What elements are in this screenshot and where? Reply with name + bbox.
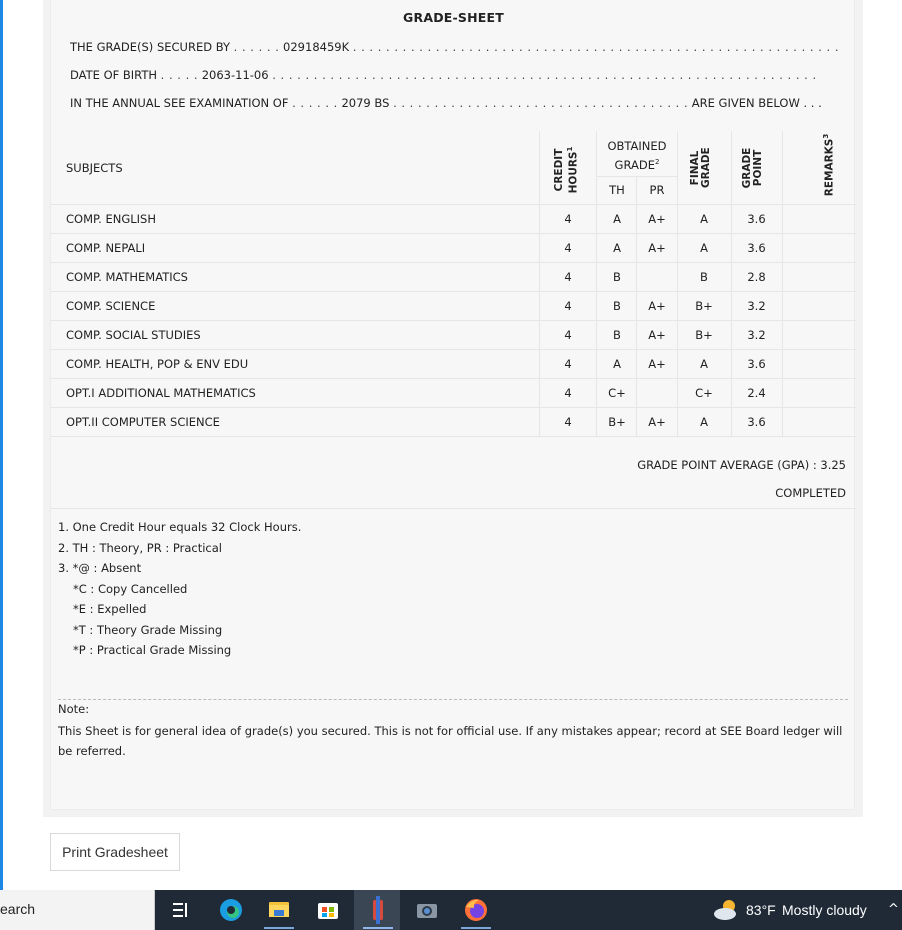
header-subjects: SUBJECTS bbox=[66, 161, 123, 175]
taskbar-search[interactable] bbox=[0, 890, 155, 930]
credit-hours-cell: 4 bbox=[564, 328, 572, 342]
theory-grade-cell: C+ bbox=[608, 386, 626, 400]
theory-grade-cell: B+ bbox=[608, 415, 626, 429]
weather-temp: 83°F bbox=[746, 902, 776, 918]
credit-hours-cell: 4 bbox=[564, 386, 572, 400]
theory-grade-cell: A bbox=[613, 212, 621, 226]
credit-hours-cell: 4 bbox=[564, 212, 572, 226]
legend-notes bbox=[58, 517, 301, 661]
subject-cell: COMP. HEALTH, POP & ENV EDU bbox=[66, 357, 249, 371]
practical-grade-cell: A+ bbox=[648, 212, 666, 226]
dob-line: DATE OF BIRTH . . . . . 2063-11-06 . . . . . . . . . . . . . . . . . . . . . . . . . . . . . . . . . . . . . . . . . . . . . . . . . . . . . . . . . . . . . . . . . . bbox=[70, 68, 817, 82]
theory-grade-cell: B bbox=[613, 270, 621, 284]
final-grade-cell: B+ bbox=[695, 328, 713, 342]
table-row bbox=[51, 205, 856, 234]
final-grade-cell: C+ bbox=[695, 386, 713, 400]
grade-point-cell: 3.6 bbox=[747, 357, 766, 371]
edge-browser-icon[interactable] bbox=[207, 890, 253, 930]
header-obtained-grade: OBTAINED GRADE$^2$ bbox=[607, 139, 667, 172]
table-row bbox=[51, 321, 856, 350]
credit-hours-cell: 4 bbox=[564, 299, 572, 313]
practical-grade-cell: A+ bbox=[648, 415, 666, 429]
note-text: This Sheet is for general idea of grade(s) you secured. This is not for official use. If any mistakes appear; record at SEE Board ledger will be referred. bbox=[58, 724, 843, 758]
table-header bbox=[51, 131, 856, 205]
subject-cell: COMP. SOCIAL STUDIES bbox=[66, 328, 201, 342]
note-line: *T : Theory Grade Missing bbox=[73, 622, 223, 637]
final-grade-cell: A bbox=[700, 241, 708, 255]
subject-cell: OPT.II COMPUTER SCIENCE bbox=[66, 415, 220, 429]
credit-hours-cell: 4 bbox=[564, 415, 572, 429]
grade-point-cell: 2.8 bbox=[747, 270, 766, 284]
table-row bbox=[51, 350, 856, 379]
subject-cell: COMP. ENGLISH bbox=[66, 212, 156, 226]
date-of-birth: 2063-11-06 bbox=[201, 68, 269, 82]
theory-grade-cell: B bbox=[613, 299, 621, 313]
header-credit-hours: CREDIT HOURS$^1$ bbox=[553, 146, 580, 194]
note-line: *P : Practical Grade Missing bbox=[73, 643, 232, 657]
print-gradesheet-button[interactable]: Print Gradesheet bbox=[50, 833, 180, 871]
cloudy-weather-icon bbox=[712, 897, 740, 923]
subject-cell: COMP. MATHEMATICS bbox=[66, 270, 188, 284]
task-view-icon[interactable] bbox=[157, 890, 203, 930]
taskbar bbox=[0, 890, 902, 930]
note-line: *C : Copy Cancelled bbox=[73, 581, 188, 596]
subject-cell: COMP. NEPALI bbox=[66, 241, 146, 255]
header-pr: PR bbox=[649, 183, 665, 197]
practical-grade-cell: A+ bbox=[648, 328, 666, 342]
firefox-icon[interactable] bbox=[453, 890, 499, 930]
grade-point-cell: 3.6 bbox=[747, 212, 766, 226]
grade-sheet-panel bbox=[50, 0, 855, 810]
file-explorer-icon[interactable] bbox=[256, 890, 302, 930]
grade-point-cell: 3.6 bbox=[747, 241, 766, 255]
camera-icon[interactable] bbox=[404, 890, 450, 930]
grade-point-cell: 3.6 bbox=[747, 415, 766, 429]
practical-grade-cell: A+ bbox=[648, 241, 666, 255]
theory-grade-cell: A bbox=[613, 357, 621, 371]
grade-point-cell: 2.4 bbox=[747, 386, 766, 400]
search-text: earch bbox=[0, 901, 36, 917]
exam-year: 2079 BS bbox=[341, 96, 390, 110]
final-grade-cell: A bbox=[700, 415, 708, 429]
credit-hours-cell: 4 bbox=[564, 270, 572, 284]
table-row bbox=[51, 408, 856, 437]
practical-grade-cell: A+ bbox=[648, 357, 666, 371]
grade-point-cell: 3.2 bbox=[747, 299, 766, 313]
divider bbox=[58, 699, 848, 700]
final-grade-cell: B+ bbox=[695, 299, 713, 313]
table-row bbox=[51, 379, 856, 408]
note-heading: Note: bbox=[58, 702, 90, 716]
header-grade-point: GRADE POINT bbox=[741, 147, 764, 189]
note-line: 1. One Credit Hour equals 32 Clock Hours. bbox=[58, 520, 302, 534]
practical-grade-cell: A+ bbox=[648, 299, 666, 313]
credit-hours-cell: 4 bbox=[564, 357, 572, 371]
table-row bbox=[51, 292, 856, 321]
note-line: *E : Expelled bbox=[73, 602, 147, 616]
grade-point-cell: 3.2 bbox=[747, 328, 766, 342]
table-row bbox=[51, 263, 856, 292]
result-status: COMPLETED bbox=[775, 486, 846, 500]
note-line: 2. TH : Theory, PR : Practical bbox=[58, 540, 222, 555]
symbol-number: 02918459K bbox=[283, 40, 350, 54]
chevron-up-icon[interactable]: ^ bbox=[888, 902, 899, 917]
store-icon[interactable] bbox=[305, 890, 351, 930]
theory-grade-cell: A bbox=[613, 241, 621, 255]
credit-hours-cell: 4 bbox=[564, 241, 572, 255]
exam-line: IN THE ANNUAL SEE EXAMINATION OF . . . . . . 2079 BS . . . . . . . . . . . . . . . . . . . . . . . . . . . . . . . . . . . . ARE GIVEN BELOW . . . bbox=[70, 96, 822, 110]
note-line: 3. *@ : Absent bbox=[58, 561, 142, 575]
window-edge bbox=[0, 0, 3, 890]
theory-grade-cell: B bbox=[613, 328, 621, 342]
grade-sheet bbox=[43, 0, 863, 817]
secured-by-line: THE GRADE(S) SECURED BY . . . . . . 02918459K . . . . . . . . . . . . . . . . . . . . . . . . . . . . . . . . . . . . . . . . . . . . . . . . . . . . . . . . . . . bbox=[70, 40, 839, 54]
final-grade-cell: A bbox=[700, 357, 708, 371]
active-app-icon[interactable] bbox=[354, 890, 400, 930]
header-remarks: REMARKS$^3$ bbox=[822, 133, 836, 197]
final-grade-cell: A bbox=[700, 212, 708, 226]
final-grade-cell: B bbox=[700, 270, 708, 284]
sheet-title: GRADE-SHEET bbox=[403, 10, 504, 25]
subject-cell: OPT.I ADDITIONAL MATHEMATICS bbox=[66, 386, 256, 400]
gpa-summary: GRADE POINT AVERAGE (GPA) : 3.25 bbox=[637, 458, 846, 472]
table-row bbox=[51, 234, 856, 263]
header-final-grade: FINAL GRADE bbox=[689, 147, 712, 188]
weather-desc: Mostly cloudy bbox=[782, 902, 867, 918]
header-th: TH bbox=[609, 183, 625, 197]
subject-cell: COMP. SCIENCE bbox=[66, 299, 156, 313]
